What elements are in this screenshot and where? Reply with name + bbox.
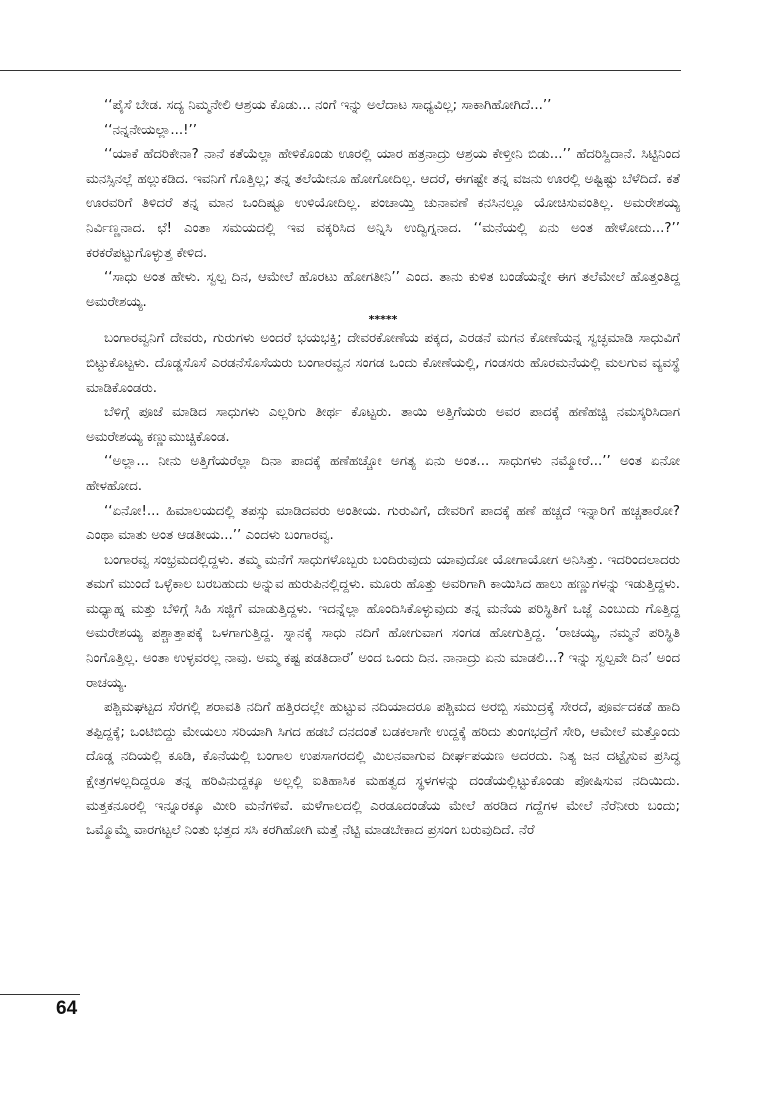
footer-rule bbox=[0, 994, 80, 995]
paragraph-7: ‘‘ಅಲ್ಲಾ... ನೀನು ಅತ್ತಿಗೆಯರೆಲ್ಲಾ ದಿನಾ ಪಾದಕ್ಕೆ ಹಣೆಹಚ್ಚೋ ಅಗತ್ಯ ಏನು ಅಂತ... ಸಾಧುಗಳು ನಮ್ಮೋರೆ...’’ ಅಂತ ಏನೋ ಹೇಳಹೋದ. bbox=[86, 454, 680, 494]
page-number: 64 bbox=[56, 998, 78, 1019]
paragraph-1: ‘‘ಪೈಸೆ ಬೇಡ. ಸದ್ಯ ನಿಮ್ಮನೇಲಿ ಆಶ್ರಯ ಕೊಡು... ನಂಗೆ ಇನ್ನು ಅಲೆದಾಟ ಸಾಧ್ಯವಿಲ್ಲ; ಸಾಕಾಗಿಹೋಗಿದೆ...’’ bbox=[104, 98, 552, 113]
header-rule bbox=[0, 70, 681, 71]
paragraph-8: ‘‘ಏನೋ!... ಹಿಮಾಲಯದಲ್ಲಿ ತಪಸ್ಸು ಮಾಡಿದವರು ಅಂತೀಯ. ಗುರುವಿಗೆ, ದೇವರಿಗೆ ಪಾದಕ್ಕೆ ಹಣೆ ಹಚ್ಚದೆ ಇನ್ನಾರಿಗೆ ಹಚ್ಚತಾರೋ? ಎಂಥಾ ಮಾತು ಅಂತ ಆಡತೀಯ...’’ ಎಂದಳು ಬಂಗಾರವ್ವ. bbox=[86, 503, 680, 544]
paragraph-5: ಬಂಗಾರವ್ವನಿಗೆ ದೇವರು, ಗುರುಗಳು ಅಂದರೆ ಭಯಭಕ್ತಿ; ದೇವರಕೋಣೆಯ ಪಕ್ಕದ, ಎರಡನೆ ಮಗನ ಕೋಣೆಯನ್ನ ಸ್ವಚ್ಛಮಾಡಿ ಸಾಧುವಿಗೆ ಬಿಟ್ಟುಕೊಟ್ಟಳು. ದೊಡ್ಡಸೊಸೆ ಎರಡನೆಸೊಸೆಯರು ಬಂಗಾರವ್ವನ ಸಂಗಡ ಒಂದು ಕೋಣೆಯಲ್ಲಿ, ಗಂಡಸರು ಹೊರಮನೆಯಲ್ಲಿ ಮಲಗುವ ವ್ಯವಸ್ಥೆ ಮಾಡಿಕೊಂಡರು. bbox=[86, 331, 680, 396]
paragraph-3: ‘‘ಯಾಕೆ ಹೆದರಿಕೇನಾ? ನಾನೆ ಕತೆಯೆಲ್ಲಾ ಹೇಳಿಕೊಂಡು ಊರಲ್ಲಿ ಯಾರ ಹತ್ರನಾದ್ರು ಆಶ್ರಯ ಕೇಳ್ತೀನಿ ಬಿಡು...’’ ಹೆದರಿಸ್ದಿದಾನೆ. ಸಿಟ್ಟಿನಿಂದ ಮನಸ್ಸಿನಲ್ಲೆ ಹಲ್ಲುಕಡಿದ. ಇವನಿಗೆ ಗೊತ್ತಿಲ್ಲ; ತನ್ನ ತಲೆಯೇನೂ ಹೋಗೋದಿಲ್ಲ. ಆದರೆ, ಈಗಷ್ಟೇ ತನ್ನ ವಜನು ಊರಲ್ಲಿ ಅಷ್ಟಿಷ್ಟು ಬೆಳೆದಿದೆ. ಕತೆ ಊರವರಿಗೆ ತಿಳಿದರೆ ತನ್ನ ಮಾನ ಒಂದಿಷ್ಟೂ ಉಳಿಯೋದಿಲ್ಲ. ಪಂಚಾಯ್ತಿ ಚುನಾವಣೆ ಕನಸಿನಲ್ಲೂ ಯೋಚಿಸುವಂತಿಲ್ಲ. ಅಮರೇಶಯ್ಯ ನಿರ್ವಿಣ್ಣನಾದ. ಛೆ! ಎಂತಾ ಸಮಯದಲ್ಲಿ ಇವ ವಕ್ಕರಿಸಿದ ಅನ್ನಿಸಿ ಉದ್ವಿಗ್ನನಾದ. ‘‘ಮನೆಯಲ್ಲಿ ಏನು ಅಂತ ಹೇಳೋದು...?’’ ಕರಕರೆಪಟ್ಟುಗೊಳ್ಳುತ್ತ ಕೇಳಿದ. bbox=[86, 147, 680, 261]
paragraph-6: ಬೆಳಿಗ್ಗೆ ಪೂಜೆ ಮಾಡಿದ ಸಾಧುಗಳು ಎಲ್ಲರಿಗು ತೀರ್ಥ ಕೊಟ್ಟರು. ತಾಯಿ ಅತ್ತಿಗೆಯರು ಅವರ ಪಾದಕ್ಕೆ ಹಣೆಹಚ್ಚಿ ನಮಸ್ಕರಿಸಿದಾಗ ಅಮರೇಶಯ್ಯ ಕಣ್ಣುಮುಚ್ಚಿಕೊಂಡ. bbox=[86, 405, 680, 445]
paragraph-9: ಬಂಗಾರವ್ವ ಸಂಭ್ರಮದಲ್ಲಿದ್ದಳು. ತಮ್ಮ ಮನೆಗೆ ಸಾಧುಗಳೊಬ್ಬರು ಬಂದಿರುವುದು ಯಾವುದೋ ಯೋಗಾಯೋಗ ಅನಿಸಿತ್ತು. ಇದರಿಂದಲಾದರು ತಮಗೆ ಮುಂದೆ ಒಳ್ಳೆಕಾಲ ಬರಬಹುದು ಅನ್ನುವ ಹುರುಪಿನಲ್ಲಿದ್ದಳು. ಮೂರು ಹೊತ್ತು ಅವರಿಗಾಗಿ ಕಾಯಿಸಿದ ಹಾಲು ಹಣ್ಣುಗಳನ್ನು ಇಡುತ್ತಿದ್ದಳು. ಮಧ್ಯಾಹ್ನ ಮತ್ತು ಬೆಳಿಗ್ಗೆ ಸಿಹಿ ಸಜ್ಜಿಗೆ ಮಾಡುತ್ತಿದ್ದಳು. ಇದನ್ನೆಲ್ಲಾ ಹೊಂದಿಸಿಕೊಳ್ಳುವುದು ತನ್ನ ಮನೆಯ ಪರಿಸ್ಥಿತಿಗೆ ಒಜ್ಜೆ ಎಂಬುದು ಗೊತ್ತಿದ್ದ ಅಮರೇಶಯ್ಯ ಪಶ್ಚಾತ್ತಾಪಕ್ಕೆ ಒಳಗಾಗುತ್ತಿದ್ದ. ಸ್ನಾನಕ್ಕೆ ಸಾಧು ನದಿಗೆ ಹೋಗುವಾಗ ಸಂಗಡ ಹೋಗುತ್ತಿದ್ದ. ‘ರಾಚಯ್ಯ, ನಮ್ಮನೆ ಪರಿಸ್ಥಿತಿ ನಿಂಗೊತ್ತಿಲ್ಲ. ಅಂತಾ ಉಳ್ಳವರಲ್ಲ ನಾವು. ಅಮ್ಮ ಕಷ್ಟ ಪಡತಿದಾರೆ’ ಅಂದ ಒಂದು ದಿನ. ನಾನಾದ್ರು ಏನು ಮಾಡಲಿ...? ಇನ್ನು ಸ್ವಲ್ಪವೇ ದಿನ’ ಅಂದ ರಾಚಯ್ಯ. bbox=[86, 552, 680, 691]
paragraph-2: ‘‘ನನ್ನನೇಯಲ್ಲಾ...!’’ bbox=[104, 122, 198, 138]
section-separator: ***** bbox=[368, 313, 398, 327]
paragraph-10: ಪಶ್ಚಿಮಘಟ್ಟದ ಸೆರಗಲ್ಲಿ ಶರಾವತಿ ನದಿಗೆ ಹತ್ತಿರದಲ್ಲೇ ಹುಟ್ಟುವ ನದಿಯಾದರೂ ಪಶ್ಚಿಮದ ಅರಬ್ಬಿ ಸಮುದ್ರಕ್ಕೆ ಸೇರದೆ, ಪೂರ್ವದಕಡೆ ಹಾದಿ ತಪ್ಪಿದ್ದಕ್ಕೆ; ಒಂಟಿಬಿದ್ದು ಮೇಯಲು ಸರಿಯಾಗಿ ಸಿಗದ ಹಡಬೆ ದನದಂತೆ ಬಡಕಲಾಗೇ ಉದ್ದಕ್ಕೆ ಹರಿದು ತುಂಗಭದ್ರೆಗೆ ಸೇರಿ, ಆಮೇಲೆ ಮತ್ತೊಂದು ದೊಡ್ಡ ನದಿಯಲ್ಲಿ ಕೂಡಿ, ಕೊನೆಯಲ್ಲಿ ಬಂಗಾಲ ಉಪಸಾಗರದಲ್ಲಿ ಮಿಲನವಾಗುವ ದೀರ್ಘಪಯಣ ಅದರದು. ನಿತ್ಯ ಜನ ದಟ್ಟೈಸುವ ಪ್ರಸಿದ್ಧ ಕ್ಷೇತ್ರಗಳಲ್ಲದಿದ್ದರೂ ತನ್ನ ಹರಿವಿನುದ್ದಕ್ಕೂ ಅಲ್ಲಲ್ಲಿ ಐತಿಹಾಸಿಕ ಮಹತ್ವದ ಸ್ಥಳಗಳನ್ನು ದಂಡೆಯಲ್ಲಿಟ್ಟುಕೊಂಡು ಪೋಷಿಸುವ ನದಿಯಿದು. ಮತ್ತಕನೂರಲ್ಲಿ ಇನ್ನೂರಕ್ಕೂ ಮೀರಿ ಮನೆಗಳಿವೆ. ಮಳೆಗಾಲದಲ್ಲಿ ಎರಡೂದಂಡೆಯ ಮೇಲೆ ಹರಡಿದ ಗದ್ದೆಗಳ ಮೇಲೆ ನೆರೆನೀರು ಬಂದು; ಒಮ್ಮೊಮ್ಮೆ ವಾರಗಟ್ಟಲೆ ನಿಂತು ಭತ್ತದ ಸಸಿ ಕರಗಿಹೋಗಿ ಮತ್ತೆ ನೆಟ್ಟಿ ಮಾಡಬೇಕಾದ ಪ್ರಸಂಗ ಬರುವುದಿದೆ. ನೆರೆ bbox=[86, 700, 680, 839]
body-text bbox=[86, 94, 680, 844]
paragraph-4: ‘‘ಸಾಧು ಅಂತ ಹೇಳು. ಸ್ವಲ್ಪ ದಿನ, ಆಮೇಲೆ ಹೊರಟು ಹೋಗತೀನಿ’’ ಎಂದ. ತಾನು ಕುಳಿತ ಬಂಡೆಯನ್ನೇ ಈಗ ತಲೆಮೇಲೆ ಹೊತ್ತಂತಿದ್ದ ಅಮರೇಶಯ್ಯ. bbox=[86, 270, 680, 310]
